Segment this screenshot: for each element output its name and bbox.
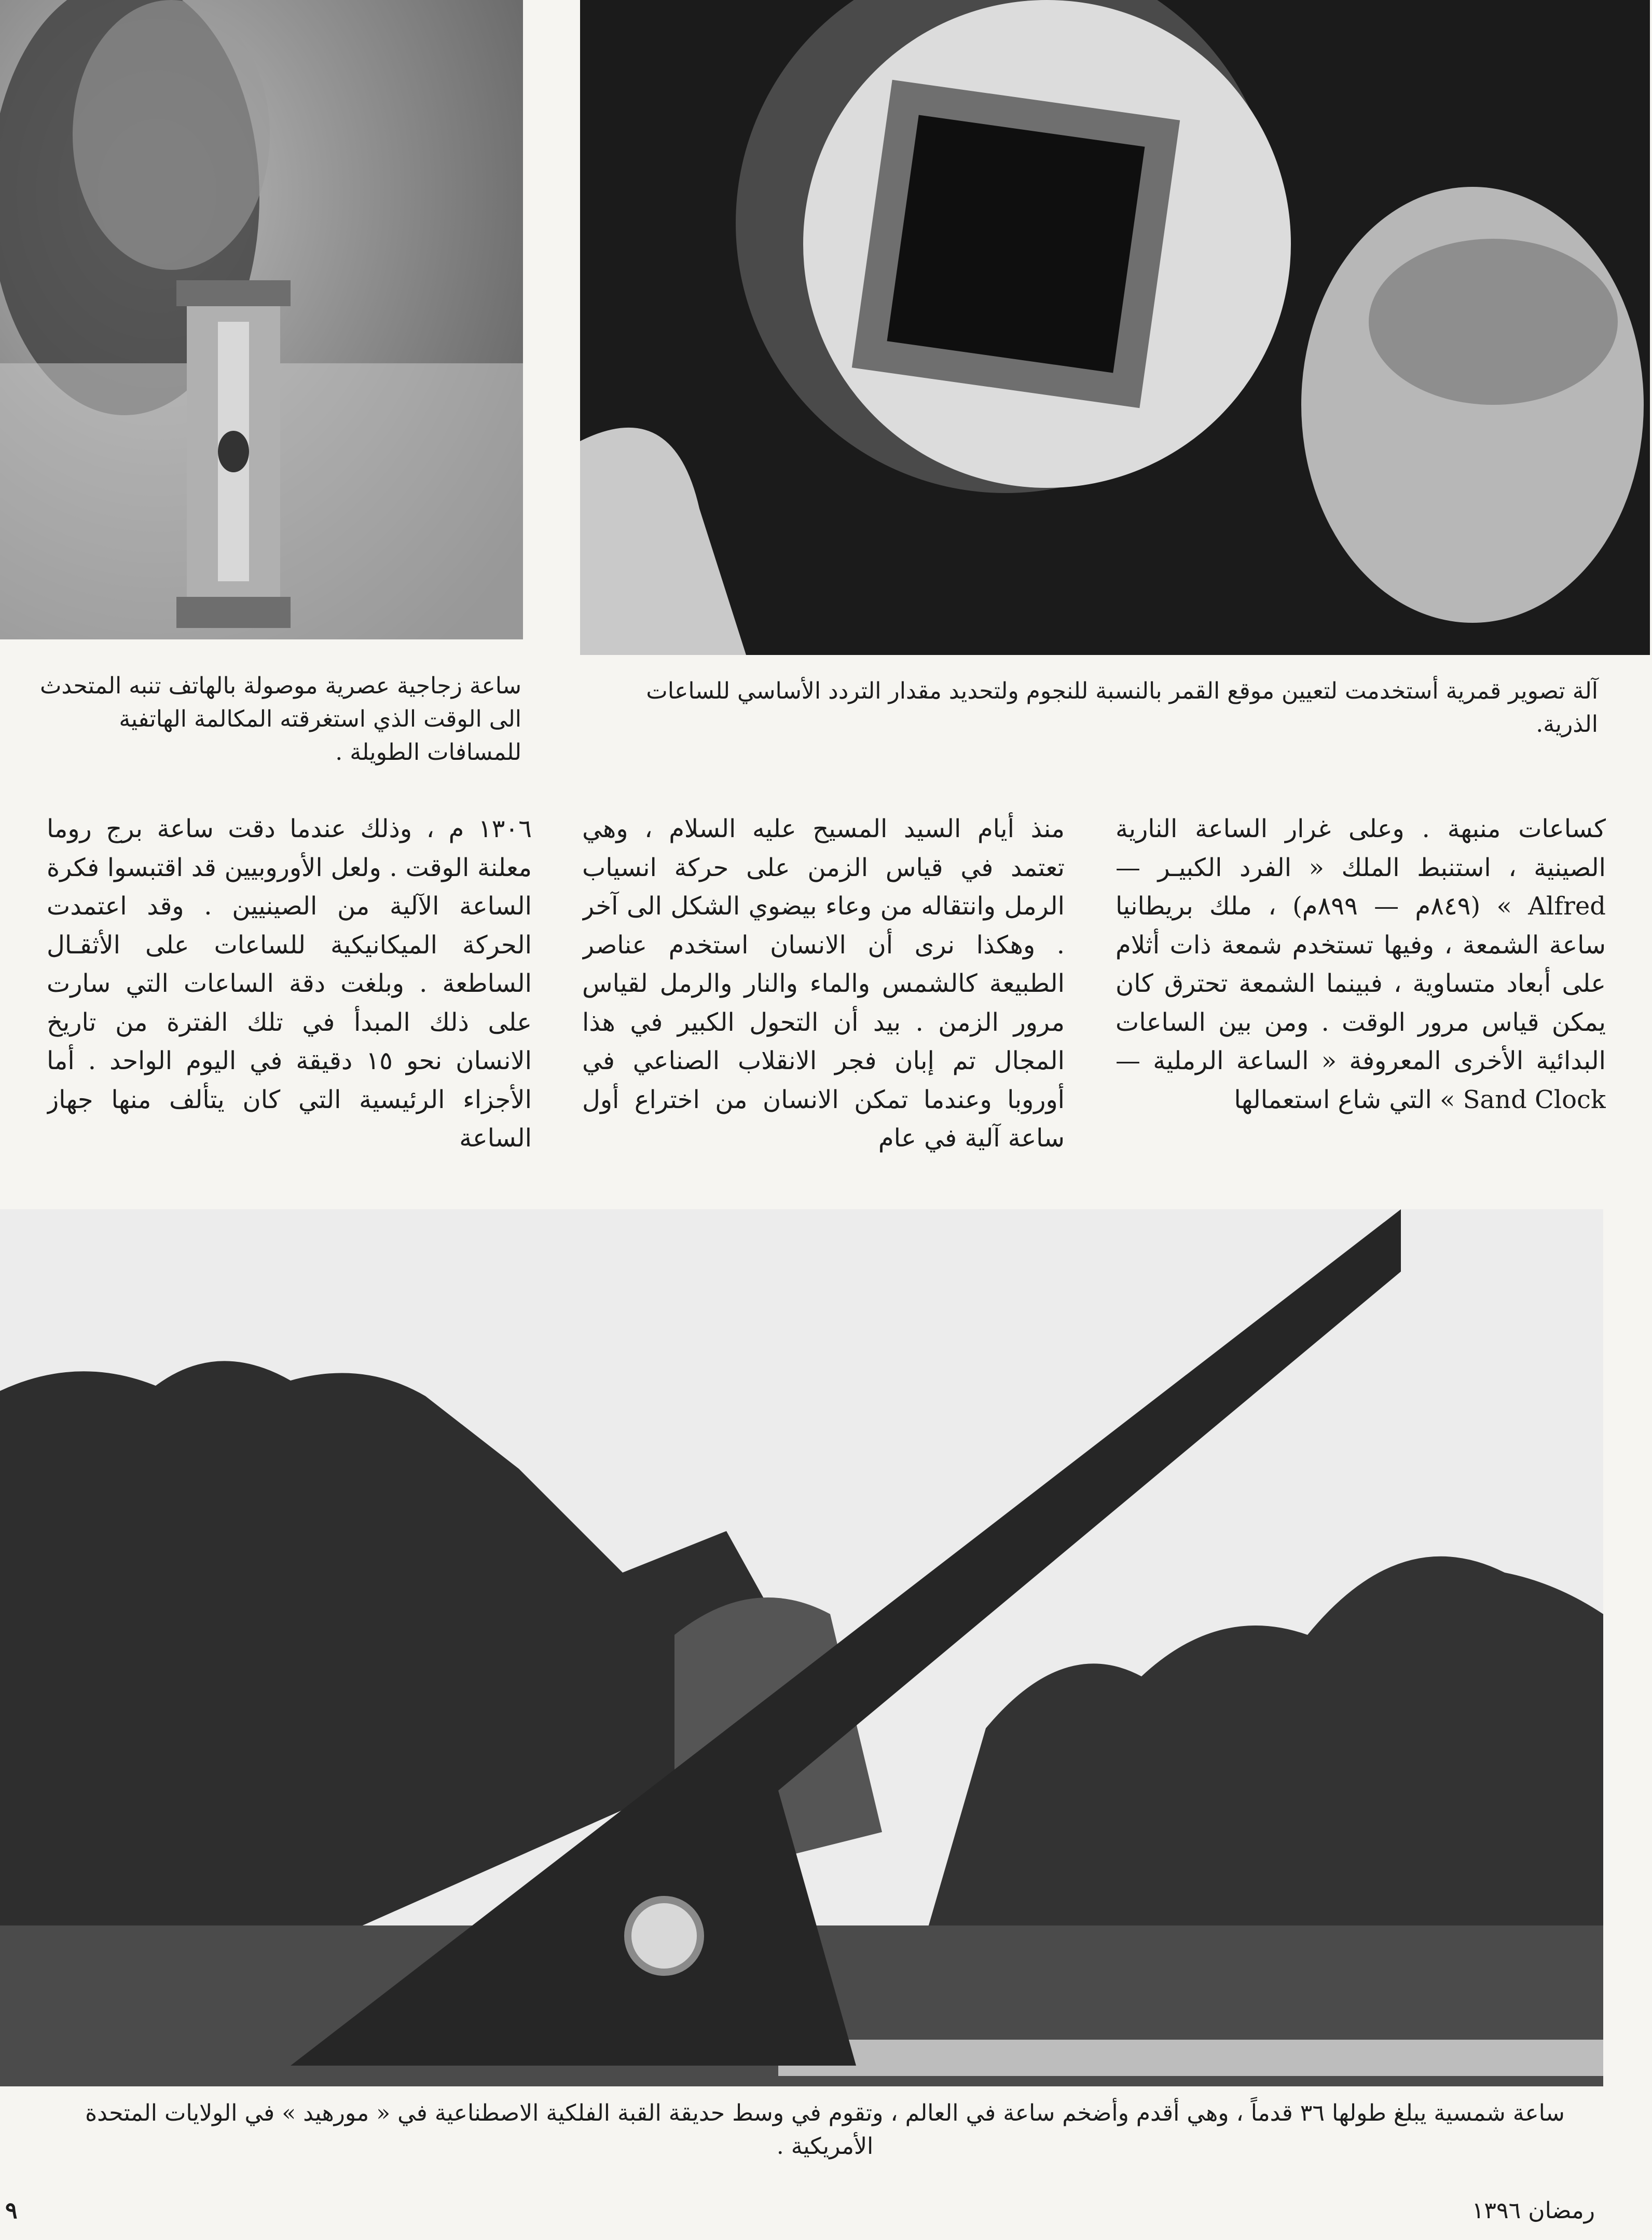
- caption-glass-timer: ساعة زجاجية عصرية موصولة بالهاتف تنبه المتحدث الى الوقت الذي استغرقته المكالمة الهاتفية للمسافات الطويلة .: [39, 673, 521, 766]
- photo-giant-sundial: [0, 1209, 1603, 2086]
- caption-lunar-camera: آلة تصوير قمرية أستخدمت لتعيين موقع القمر بالنسبة للنجوم ولتحديد مقدار التردد الأساسي للساعات الذرية.: [646, 678, 1598, 737]
- photo-glass-phone-timer: [0, 0, 523, 639]
- issue-date: رمضان ١٣٩٦: [1471, 2197, 1595, 2224]
- page-number: ٩: [5, 2197, 18, 2224]
- text-column-middle: منذ أيام السيد المسيح عليه السلام ، وهي تعتمد في قياس الزمن على حركة انسياب الرمل وانتقاله من وعاء بيضوي الشكل الى آخر . وهكذا نرى أن الانسان استخدم عناصر الطبيعة كالشمس والماء والنار والرمل لقياس مرور الزمن . بيد أن التحول الكبير في هذا المجال تم إبان فجر الانقلاب الصناعي في أوروبا وعندما تمكن الانسان من اختراع أول ساعة آلية في عام: [582, 814, 1065, 1153]
- caption-sundial: ساعة شمسية يبلغ طولها ٣٦ قدماً ، وهي أقدم وأضخم ساعة في العالم ، وتقوم في وسط حديقة القبة الفلكية الاصطناعية في « مورهيد » في الولايات المتحدة الأمريكية .: [85, 2100, 1565, 2160]
- text-column-left: ١٣٠٦ م ، وذلك عندما دقت ساعة برج روما معلنة الوقت . ولعل الأوروبيين قد اقتبسوا فكرة الساعة الآلية من الصينيين . وقد اعتمدت الحركة الميكانيكية للساعات على الأثقـال الساطعة . وبلغت دقة الساعات التي سارت على ذلك المبدأ في تلك الفترة من تاريخ الانسان نحو ١٥ دقيقة في اليوم الواحد . أما الأجزاء الرئيسية التي كان يتألف منها جهاز الساعة: [47, 814, 532, 1153]
- text-column-right: كساعات منبهة . وعلى غرار الساعة النارية الصينية ، استنبط الملك « الفرد الكبيـر — Alfred » (٨٤٩م — ٨٩٩م) ، ملك بريطانيا ساعة الشمعة ، وفيها تستخدم شمعة ذات أثلام على أبعاد متساوية ، فبينما الشمعة تحترق كان يمكن قياس مرور الوقت . ومن بين الساعات البدائية الأخرى المعروفة « الساعة الرملية — Sand Clock » التي شاع استعمالها: [1116, 814, 1606, 1114]
- photo-lunar-camera: [580, 0, 1650, 655]
